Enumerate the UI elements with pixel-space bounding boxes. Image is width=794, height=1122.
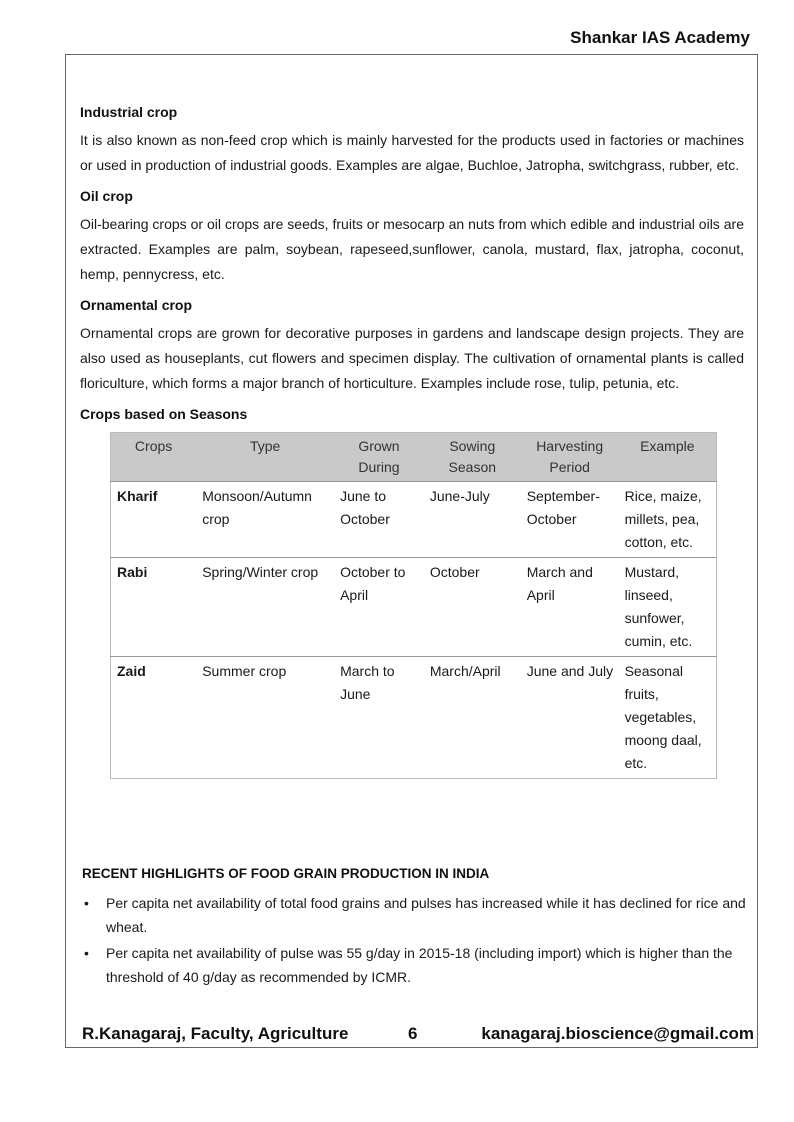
main-content <box>80 104 744 779</box>
highlights-list <box>82 891 746 989</box>
section-heading: Ornamental crop <box>80 297 193 313</box>
highlights-section <box>82 866 746 991</box>
table-cell: June to October <box>334 482 424 558</box>
section-text: Oil-bearing crops or oil crops are seeds, fruits or mesocarp an nuts from which edible and industrial oils are extracted. Examples are palm, soybean, rapeseed,sunflower, canola, mustard, flax, jatropha, coconut, hemp, pennycress, etc. <box>80 216 744 282</box>
table-cell: Rabi <box>111 558 197 657</box>
page-number: 6 <box>408 1024 418 1043</box>
table-row <box>111 558 717 657</box>
table-cell: Monsoon/Autumn crop <box>196 482 334 558</box>
table-row <box>111 482 717 558</box>
footer-author: R.Kanagaraj, Faculty, Agriculture <box>82 1024 349 1043</box>
section-heading: Oil crop <box>80 188 133 204</box>
footer-email: kanagaraj.bioscience@gmail.com <box>481 1024 754 1043</box>
list-item: • Per capita net availability of pulse was 55 g/day in 2015-18 (including import) which is higher than the threshold of 40 g/day as recommended by ICMR. <box>82 941 746 989</box>
table-header-row <box>111 433 717 482</box>
table-cell: September-October <box>521 482 619 558</box>
table-cell: Spring/Winter crop <box>196 558 334 657</box>
table-cell: March/April <box>424 657 521 779</box>
table-cell: June-July <box>424 482 521 558</box>
column-header: Sowing Season <box>424 433 521 482</box>
section-heading: Industrial crop <box>80 104 178 120</box>
table-cell: March to June <box>334 657 424 779</box>
section-oil-crop <box>80 188 744 287</box>
section-text: Ornamental crops are grown for decorative purposes in gardens and landscape design projects. They are also used as houseplants, cut flowers and specimen display. The cultivation of ornamental plants is called floriculture, which forms a major branch of horticulture. Examples include rose, tulip, petunia, etc. <box>80 325 744 391</box>
seasons-heading: Crops based on Seasons <box>80 406 248 422</box>
list-item: • Per capita net availability of total food grains and pulses has increased while it has declined for rice and wheat. <box>82 891 746 939</box>
table-cell: June and July <box>521 657 619 779</box>
table-cell: October to April <box>334 558 424 657</box>
table-cell: October <box>424 558 521 657</box>
page-footer <box>82 1024 754 1048</box>
section-ornamental-crop <box>80 297 744 396</box>
section-text: It is also known as non-feed crop which is mainly harvested for the products used in factories or machines or used in production of industrial goods. Examples are algae, Buchloe, Jatropha, switchgrass, rubber, etc. <box>80 132 744 173</box>
section-seasons <box>80 406 744 779</box>
section-industrial-crop <box>80 104 744 178</box>
header-title: Shankar IAS Academy <box>570 28 750 47</box>
table-cell: Seasonal fruits, vegetables, moong daal, etc. <box>619 657 717 779</box>
seasons-table <box>110 432 717 779</box>
table-cell: Kharif <box>111 482 197 558</box>
table-row <box>111 657 717 779</box>
column-header: Grown During <box>334 433 424 482</box>
table-cell: March and April <box>521 558 619 657</box>
column-header: Crops <box>111 433 197 482</box>
column-header: Harvesting Period <box>521 433 619 482</box>
column-header: Type <box>196 433 334 482</box>
table-cell: Summer crop <box>196 657 334 779</box>
table-cell: Rice, maize, millets, pea, cotton, etc. <box>619 482 717 558</box>
table-cell: Mustard, linseed, sunfower, cumin, etc. <box>619 558 717 657</box>
highlights-heading: RECENT HIGHLIGHTS OF FOOD GRAIN PRODUCTION IN INDIA <box>82 866 490 881</box>
column-header: Example <box>619 433 717 482</box>
table-cell: Zaid <box>111 657 197 779</box>
